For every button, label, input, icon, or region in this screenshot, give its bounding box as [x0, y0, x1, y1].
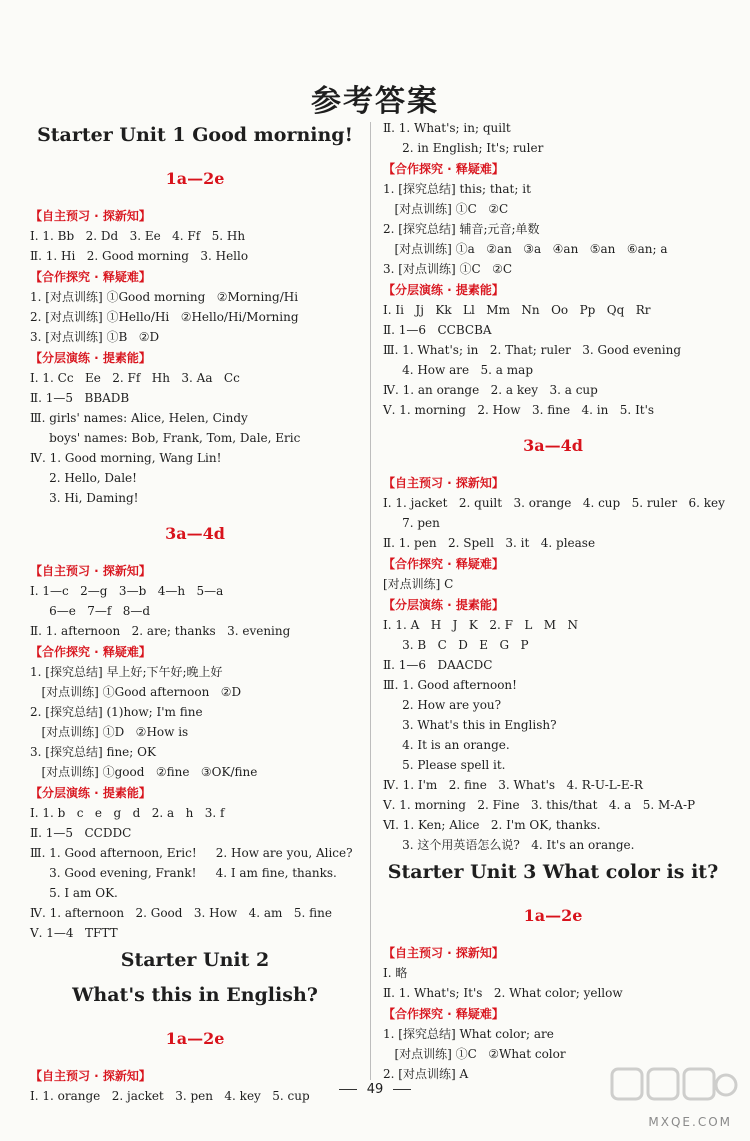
unit-heading [383, 855, 723, 890]
unit-heading [30, 943, 360, 1013]
unit-heading [30, 118, 360, 153]
unit-heading-line: Starter Unit 2 [120, 949, 270, 971]
unit-heading-line: Starter Unit 3 What color is it? [387, 861, 719, 883]
answer-line: [对点训练] ①a ②an ③a ④an ⑤an ⑥an; a [383, 242, 668, 256]
answer-line: Ⅰ. Ii Jj Kk Ll Mm Nn Oo Pp Qq Rr [383, 303, 651, 317]
answer-line: Ⅲ. 1. What's; in 2. That; ruler 3. Good evening [383, 343, 681, 357]
practice-tag: 【自主预习 · 探新知】 [30, 564, 151, 578]
answer-line: Ⅰ. 1. orange 2. jacket 3. pen 4. key 5. cup [30, 1089, 310, 1103]
answer-line: Ⅱ. 1—6 DAACDC [383, 658, 493, 672]
answer-line: [对点训练] ①C ②C [383, 202, 509, 216]
answer-line: 1. [探究总结] this; that; it [383, 182, 531, 196]
answer-line: Ⅰ. 1. Bb 2. Dd 3. Ee 4. Ff 5. Hh [30, 229, 246, 243]
answer-line: 3. [对点训练] ①B ②D [30, 330, 160, 344]
answer-line: Ⅰ. 1. jacket 2. quilt 3. orange 4. cup 5. ruler 6. key [383, 496, 725, 510]
unit-heading-line: Starter Unit 1 Good morning! [37, 124, 353, 146]
section-heading: 3a—4d [165, 524, 225, 543]
answer-line: Ⅲ. 1. Good afternoon, Eric! 2. How are you, Alice? [30, 846, 353, 860]
answer-line: 3. [对点训练] ①C ②C [383, 262, 513, 276]
practice-tag: 【合作探究 · 释疑难】 [383, 557, 504, 571]
practice-tag: 【分层演练 · 提素能】 [30, 786, 151, 800]
answer-line: 4. It is an orange. [383, 738, 510, 752]
answer-line: 3. Hi, Daming! [30, 491, 139, 505]
unit-heading-line: What's this in English? [72, 984, 318, 1006]
answer-line: 3. Good evening, Frank! 4. I am fine, thanks. [30, 866, 337, 880]
answer-line: 7. pen [383, 516, 440, 530]
answer-line: Ⅳ. 1. an orange 2. a key 3. a cup [383, 383, 598, 397]
practice-tag: 【自主预习 · 探新知】 [383, 946, 504, 960]
practice-tag: 【自主预习 · 探新知】 [30, 209, 151, 223]
answer-line: [对点训练] C [383, 577, 454, 591]
answer-line: Ⅳ. 1. afternoon 2. Good 3. How 4. am 5. fine [30, 906, 332, 920]
answer-line: Ⅲ. 1. Good afternoon! [383, 678, 517, 692]
practice-tag: 【合作探究 · 释疑难】 [30, 645, 151, 659]
answer-line: 2. [探究总结] 辅音;元音;单数 [383, 222, 540, 236]
practice-tag: 【自主预习 · 探新知】 [383, 476, 504, 490]
answer-line: Ⅵ. 1. Ken; Alice 2. I'm OK, thanks. [383, 818, 601, 832]
practice-tag: 【分层演练 · 提素能】 [30, 351, 151, 365]
answer-line: 2. How are you? [383, 698, 502, 712]
answer-line: Ⅱ. 1. Hi 2. Good morning 3. Hello [30, 249, 249, 263]
answer-line: 1. [探究总结] What color; are [383, 1027, 554, 1041]
answer-line: Ⅴ. 1. morning 2. How 3. fine 4. in 5. It's [383, 403, 655, 417]
answer-column-right [383, 118, 723, 1084]
answer-line: [对点训练] ①C ②What color [383, 1047, 566, 1061]
answer-line: 6—e 7—f 8—d [30, 604, 151, 618]
answer-line: Ⅱ. 1. pen 2. Spell 3. it 4. please [383, 536, 596, 550]
column-divider [370, 122, 371, 1080]
answer-line: 2. [对点训练] A [383, 1067, 469, 1081]
answer-line: 2. [探究总结] (1)how; I'm fine [30, 705, 203, 719]
answer-line: 1. [探究总结] 早上好;下午好;晚上好 [30, 665, 223, 679]
answer-line: Ⅰ. 1. Cc Ee 2. Ff Hh 3. Aa Cc [30, 371, 240, 385]
answer-line: Ⅳ. 1. I'm 2. fine 3. What's 4. R-U-L-E-R [383, 778, 643, 792]
answer-line: Ⅴ. 1—4 TFTT [30, 926, 118, 940]
practice-tag: 【自主预习 · 探新知】 [30, 1069, 151, 1083]
answer-line: 2. in English; It's; ruler [383, 141, 544, 155]
watermark-text: MXQE.COM [648, 1115, 732, 1129]
answer-line: 2. Hello, Dale! [30, 471, 137, 485]
answer-line: Ⅰ. 1. A H J K 2. F L M N [383, 618, 578, 632]
footer-dash-left [339, 1089, 357, 1090]
answer-line: Ⅰ. 1—c 2—g 3—b 4—h 5—a [30, 584, 224, 598]
practice-tag: 【合作探究 · 释疑难】 [383, 1007, 504, 1021]
practice-tag: 【合作探究 · 释疑难】 [30, 270, 151, 284]
answer-line: 3. [探究总结] fine; OK [30, 745, 156, 759]
page-number: 49 [366, 1082, 384, 1097]
footer-dash-right [393, 1089, 411, 1090]
answer-line: Ⅱ. 1. What's; in; quilt [383, 121, 511, 135]
answer-line: 3. B C D E G P [383, 638, 529, 652]
answer-line: [对点训练] ①D ②How is [30, 725, 189, 739]
answer-line: Ⅱ. 1. afternoon 2. are; thanks 3. evening [30, 624, 291, 638]
practice-tag: 【分层演练 · 提素能】 [383, 598, 504, 612]
answer-line: 3. 这个用英语怎么说? 4. It's an orange. [383, 838, 635, 852]
answer-line: [对点训练] ①good ②fine ③OK/fine [30, 765, 258, 779]
answer-line: 5. I am OK. [30, 886, 118, 900]
answer-line: Ⅰ. 略 [383, 966, 408, 980]
answer-line: [对点训练] ①Good afternoon ②D [30, 685, 242, 699]
answer-line: Ⅰ. 1. b c e g d 2. a h 3. f [30, 806, 225, 820]
page-title: 参考答案 [311, 84, 439, 119]
answer-line: 5. Please spell it. [383, 758, 506, 772]
answer-line: Ⅲ. girls' names: Alice, Helen, Cindy [30, 411, 248, 425]
answer-line: 1. [对点训练] ①Good morning ②Morning/Hi [30, 290, 299, 304]
answer-line: Ⅱ. 1. What's; It's 2. What color; yellow [383, 986, 623, 1000]
practice-tag: 【合作探究 · 释疑难】 [383, 162, 504, 176]
section-heading: 1a—2e [523, 906, 583, 925]
section-heading: 3a—4d [523, 436, 583, 455]
answer-line: 4. How are 5. a map [383, 363, 533, 377]
answer-line: Ⅱ. 1—5 BBADB [30, 391, 130, 405]
answer-line: Ⅱ. 1—6 CCBCBA [383, 323, 492, 337]
answer-line: 2. [对点训练] ①Hello/Hi ②Hello/Hi/Morning [30, 310, 299, 324]
answer-line: Ⅱ. 1—5 CCDDC [30, 826, 132, 840]
answer-line: 3. What's this in English? [383, 718, 557, 732]
practice-tag: 【分层演练 · 提素能】 [383, 283, 504, 297]
section-heading: 1a—2e [165, 169, 225, 188]
answer-line: Ⅴ. 1. morning 2. Fine 3. this/that 4. a 5. M-A-P [383, 798, 696, 812]
answer-column-left [30, 118, 360, 1106]
answer-line: boys' names: Bob, Frank, Tom, Dale, Eric [30, 431, 301, 445]
section-heading: 1a—2e [165, 1029, 225, 1048]
answer-line: Ⅳ. 1. Good morning, Wang Lin! [30, 451, 222, 465]
